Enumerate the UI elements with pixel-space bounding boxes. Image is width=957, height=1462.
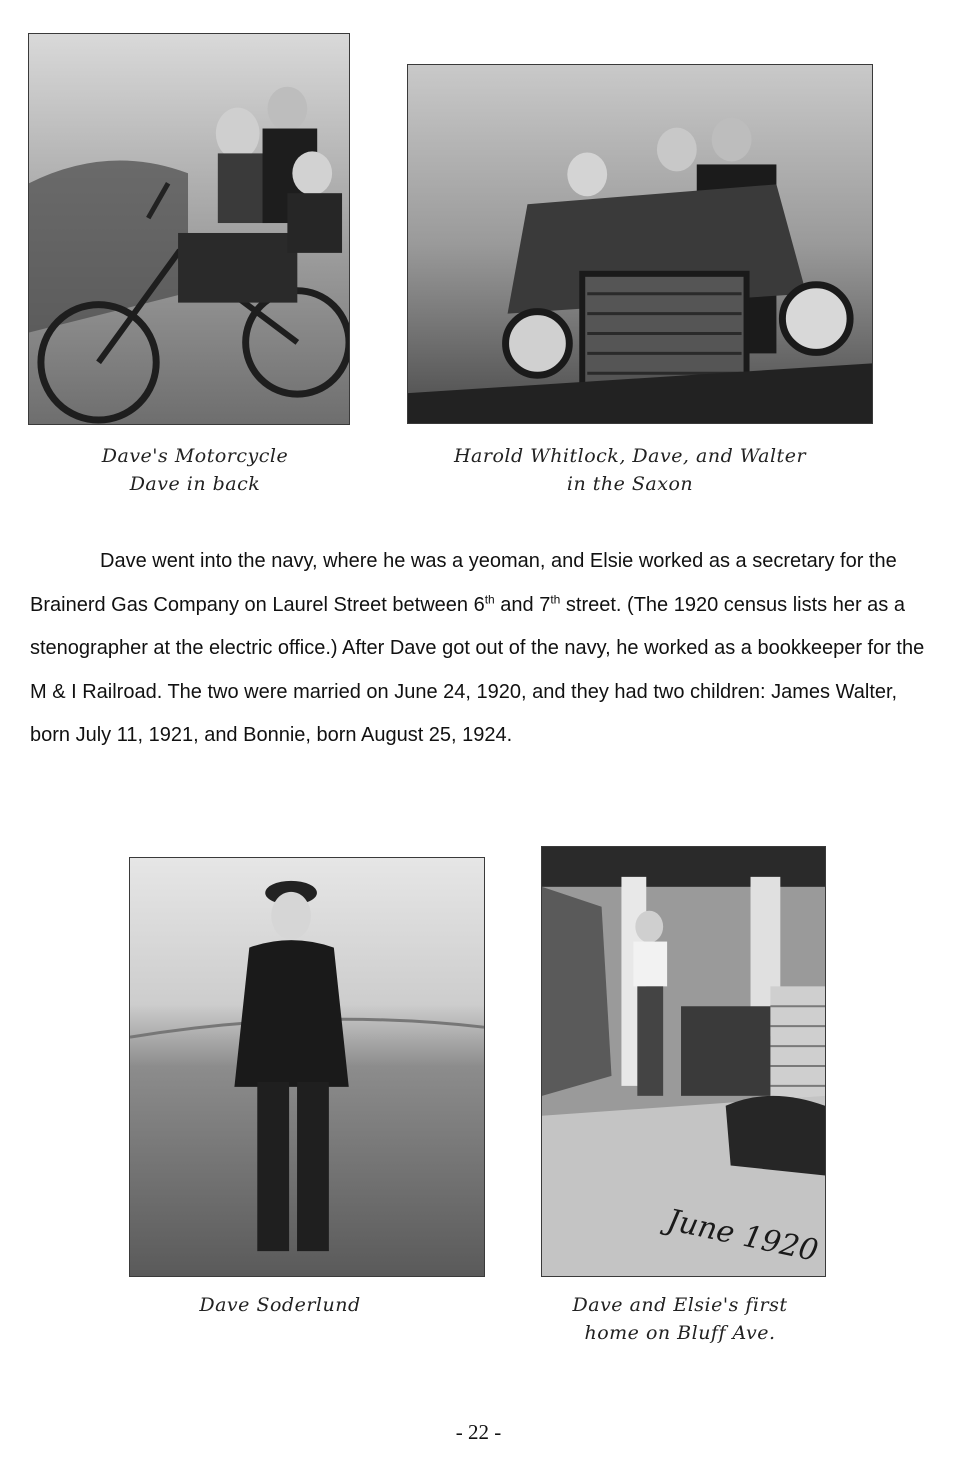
superscript-th: th xyxy=(484,591,495,606)
caption-line: Dave in back xyxy=(129,473,261,495)
caption-daves-motorcycle xyxy=(75,442,315,498)
motorcycle-image xyxy=(29,34,349,424)
paragraph-part2: and 7 xyxy=(494,593,551,616)
page-number: - 22 - xyxy=(455,1420,502,1444)
paragraph-part3: street. (The 1920 census lists her as a stenographer at the electric office.) After Dave got out of the navy, he worked as a bookkeeper for the M & I Railroad. The two were married on June 24, 1920, and they had two children: James Walter, born July 11, 1921, and Bonnie, born August 25, 1924. xyxy=(30,593,925,746)
caption-bluff-ave-home xyxy=(540,1291,820,1347)
caption-line: Harold Whitlock, Dave, and Walter xyxy=(453,445,807,467)
body-paragraph xyxy=(30,540,930,758)
caption-line: Dave Soderlund xyxy=(199,1294,361,1316)
dave-soderlund-image xyxy=(130,858,484,1276)
handwritten-date: June 1920 xyxy=(664,1202,822,1269)
photo-daves-motorcycle xyxy=(28,33,350,425)
caption-line: Dave's Motorcycle xyxy=(101,445,289,467)
caption-line: home on Bluff Ave. xyxy=(584,1322,776,1344)
bluff-ave-home-image xyxy=(542,847,825,1276)
caption-saxon xyxy=(420,442,840,498)
superscript-th: th xyxy=(550,591,561,606)
caption-dave-soderlund xyxy=(170,1291,390,1319)
saxon-car-image xyxy=(408,65,872,423)
caption-line: Dave and Elsie's first xyxy=(572,1294,788,1316)
photo-saxon-car xyxy=(407,64,873,424)
photo-dave-soderlund xyxy=(129,857,485,1277)
paragraph-part1: Dave went into the navy, where he was a yeoman, and Elsie worked as a secretary for the Brainerd Gas Company on Laurel Street between 6 xyxy=(30,550,897,616)
photo-bluff-ave-home xyxy=(541,846,826,1277)
caption-line: in the Saxon xyxy=(566,473,694,495)
